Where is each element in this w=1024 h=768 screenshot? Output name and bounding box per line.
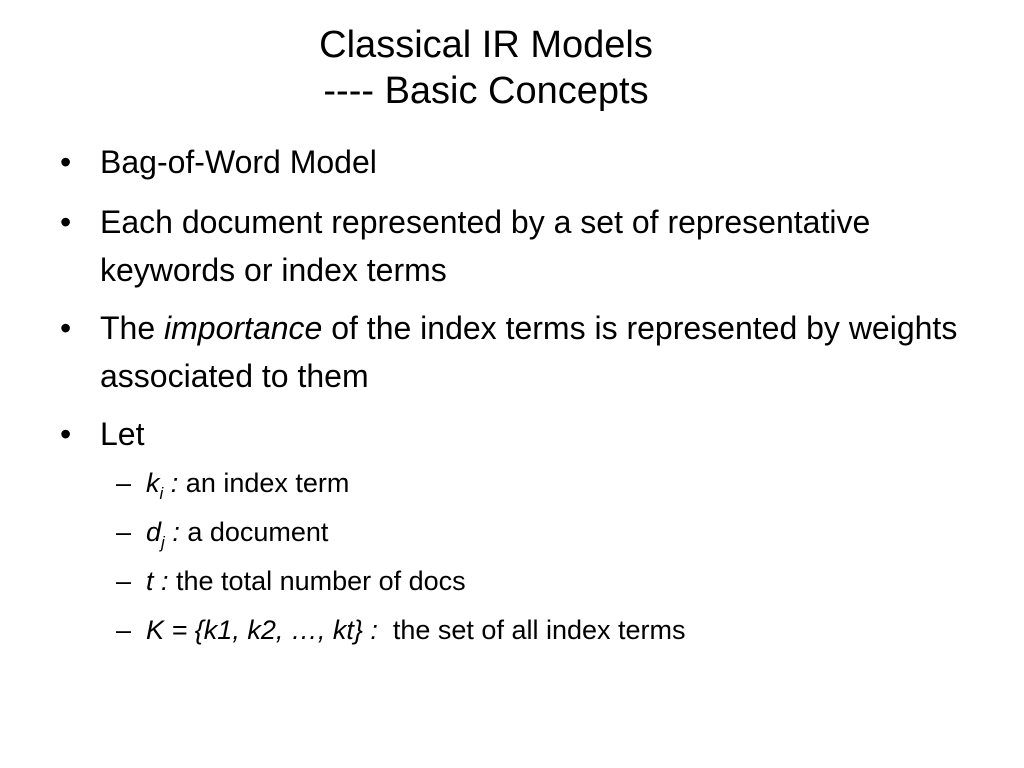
title-line-1: Classical IR Models bbox=[319, 24, 653, 66]
sub-bullet-item bbox=[0, 513, 1024, 551]
sub-bullet-marker: – bbox=[116, 615, 132, 645]
term-symbol: k bbox=[146, 468, 160, 498]
bullet-text: Bag-of-Word Model bbox=[100, 144, 377, 180]
sub-bullet-text: an index term bbox=[178, 468, 350, 498]
bullet-text: Each document represented by a set of representative keywords or index terms bbox=[100, 204, 871, 288]
bullet-marker: • bbox=[60, 204, 72, 240]
sub-bullet-text: the total number of docs bbox=[168, 566, 466, 596]
sub-bullet-item bbox=[0, 611, 1024, 649]
sub-bullet-marker: – bbox=[116, 566, 132, 596]
bullet-text-emphasis: importance bbox=[164, 310, 323, 346]
bullet-text-pre: The bbox=[100, 310, 165, 346]
sub-bullet-text: a document bbox=[179, 517, 329, 547]
bullet-text: Let bbox=[100, 416, 145, 452]
bullet-item bbox=[0, 304, 1024, 400]
sub-bullet-marker: – bbox=[116, 517, 132, 547]
title-line-2: ---- Basic Concepts bbox=[323, 70, 649, 112]
set-symbol: K = {k1, k2, …, kt} : bbox=[146, 615, 378, 645]
sub-bullet-item bbox=[0, 464, 1024, 502]
bullet-item bbox=[0, 138, 1024, 186]
bullet-list bbox=[0, 138, 1024, 660]
term-separator: : bbox=[163, 468, 179, 498]
bullet-marker: • bbox=[60, 416, 72, 452]
sub-bullet-marker: – bbox=[116, 468, 132, 498]
sub-bullet-item bbox=[0, 562, 1024, 600]
bullet-text-post: of the index terms is represented by weights associated to them bbox=[100, 310, 958, 394]
total-symbol: t : bbox=[146, 566, 169, 596]
sub-bullet-text: the set of all index terms bbox=[377, 615, 686, 645]
bullet-item bbox=[0, 410, 1024, 458]
term-subscript: i bbox=[159, 484, 164, 503]
document-separator: : bbox=[164, 517, 180, 547]
bullet-marker: • bbox=[60, 144, 72, 180]
document-symbol: d bbox=[146, 517, 162, 547]
document-subscript: j bbox=[161, 533, 165, 552]
bullet-item bbox=[0, 198, 1024, 294]
bullet-marker: • bbox=[60, 310, 72, 346]
slide-title bbox=[0, 22, 972, 114]
